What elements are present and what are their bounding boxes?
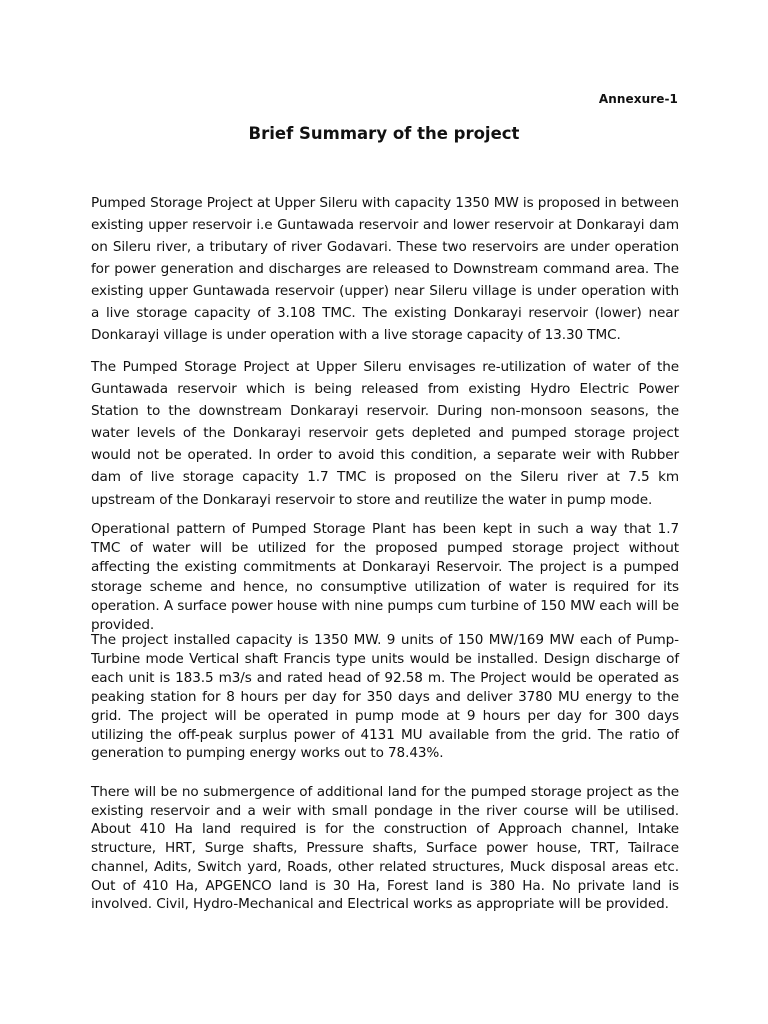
paragraph-project-overview: Pumped Storage Project at Upper Sileru with capacity 1350 MW is proposed in between existing upper reservoir i.e Guntawada reservoir and lower reservoir at Donkarayi dam on Sileru river, a tributary of river Godavari. These two reservoirs are under operation for power generation and discharges are released to Downstream command area. The existing upper Guntawada reservoir (upper) near Sileru village is under operation with a live storage capacity of 3.108 TMC. The existing Donkarayi reservoir (lower) near Donkarayi village is under operation with a live storage capacity of 13.30 TMC. [91,195,679,343]
paragraph-land-requirement: There will be no submergence of additional land for the pumped storage project as the existing reservoir and a weir with small pondage in the river course will be utilised. About 410 Ha land required is for the construction of Approach channel, Intake structure, HRT, Surge shafts, Pressure shafts, Surface power house, TRT, Tailrace channel, Adits, Switch yard, Roads, other related structures, Muck disposal areas etc. Out of 410 Ha, APGENCO land is 30 Ha, Forest land is 380 Ha. No private land is involved. Civil, Hydro-Mechanical and Electrical works as appropriate will be provided. [91,784,679,913]
paragraph-operational-pattern: Operational pattern of Pumped Storage Plant has been kept in such a way that 1.7 TMC of water will be utilized for the proposed pumped storage project without affecting the existing commitments at Donkarayi Reservoir. The project is a pumped storage scheme and hence, no consumptive utilization of water is required for its operation. A surface power house with nine pumps cum turbine of 150 MW each will be provided. [91,521,679,634]
annexure-label: Annexure-1 [598,92,678,106]
page-title: Brief Summary of the project [248,124,520,143]
paragraph-installed-capacity: The project installed capacity is 1350 MW. 9 units of 150 MW/169 MW each of Pump-Turbine mode Vertical shaft Francis type units would be installed. Design discharge of each unit is 183.5 m3/s and rated head of 92.58 m. The Project would be operated as peaking station for 8 hours per day for 350 days and deliver 3780 MU energy to the grid. The project will be operated in pump mode at 9 hours per day for 300 days utilizing the off-peak surplus power of 4131 MU available from the grid. The ratio of generation to pumping energy works out to 78.43%. [91,632,679,762]
paragraph-reutilization: The Pumped Storage Project at Upper Sileru envisages re-utilization of water of the Guntawada reservoir which is being released from existing Hydro Electric Power Station to the downstream Donkarayi reservoir. During non-monsoon seasons, the water levels of the Donkarayi reservoir gets depleted and pumped storage project would not be operated. In order to avoid this condition, a separate weir with Rubber dam of live storage capacity 1.7 TMC is proposed on the Sileru river at 7.5 km upstream of the Donkarayi reservoir to store and reutilize the water in pump mode. [91,359,679,508]
